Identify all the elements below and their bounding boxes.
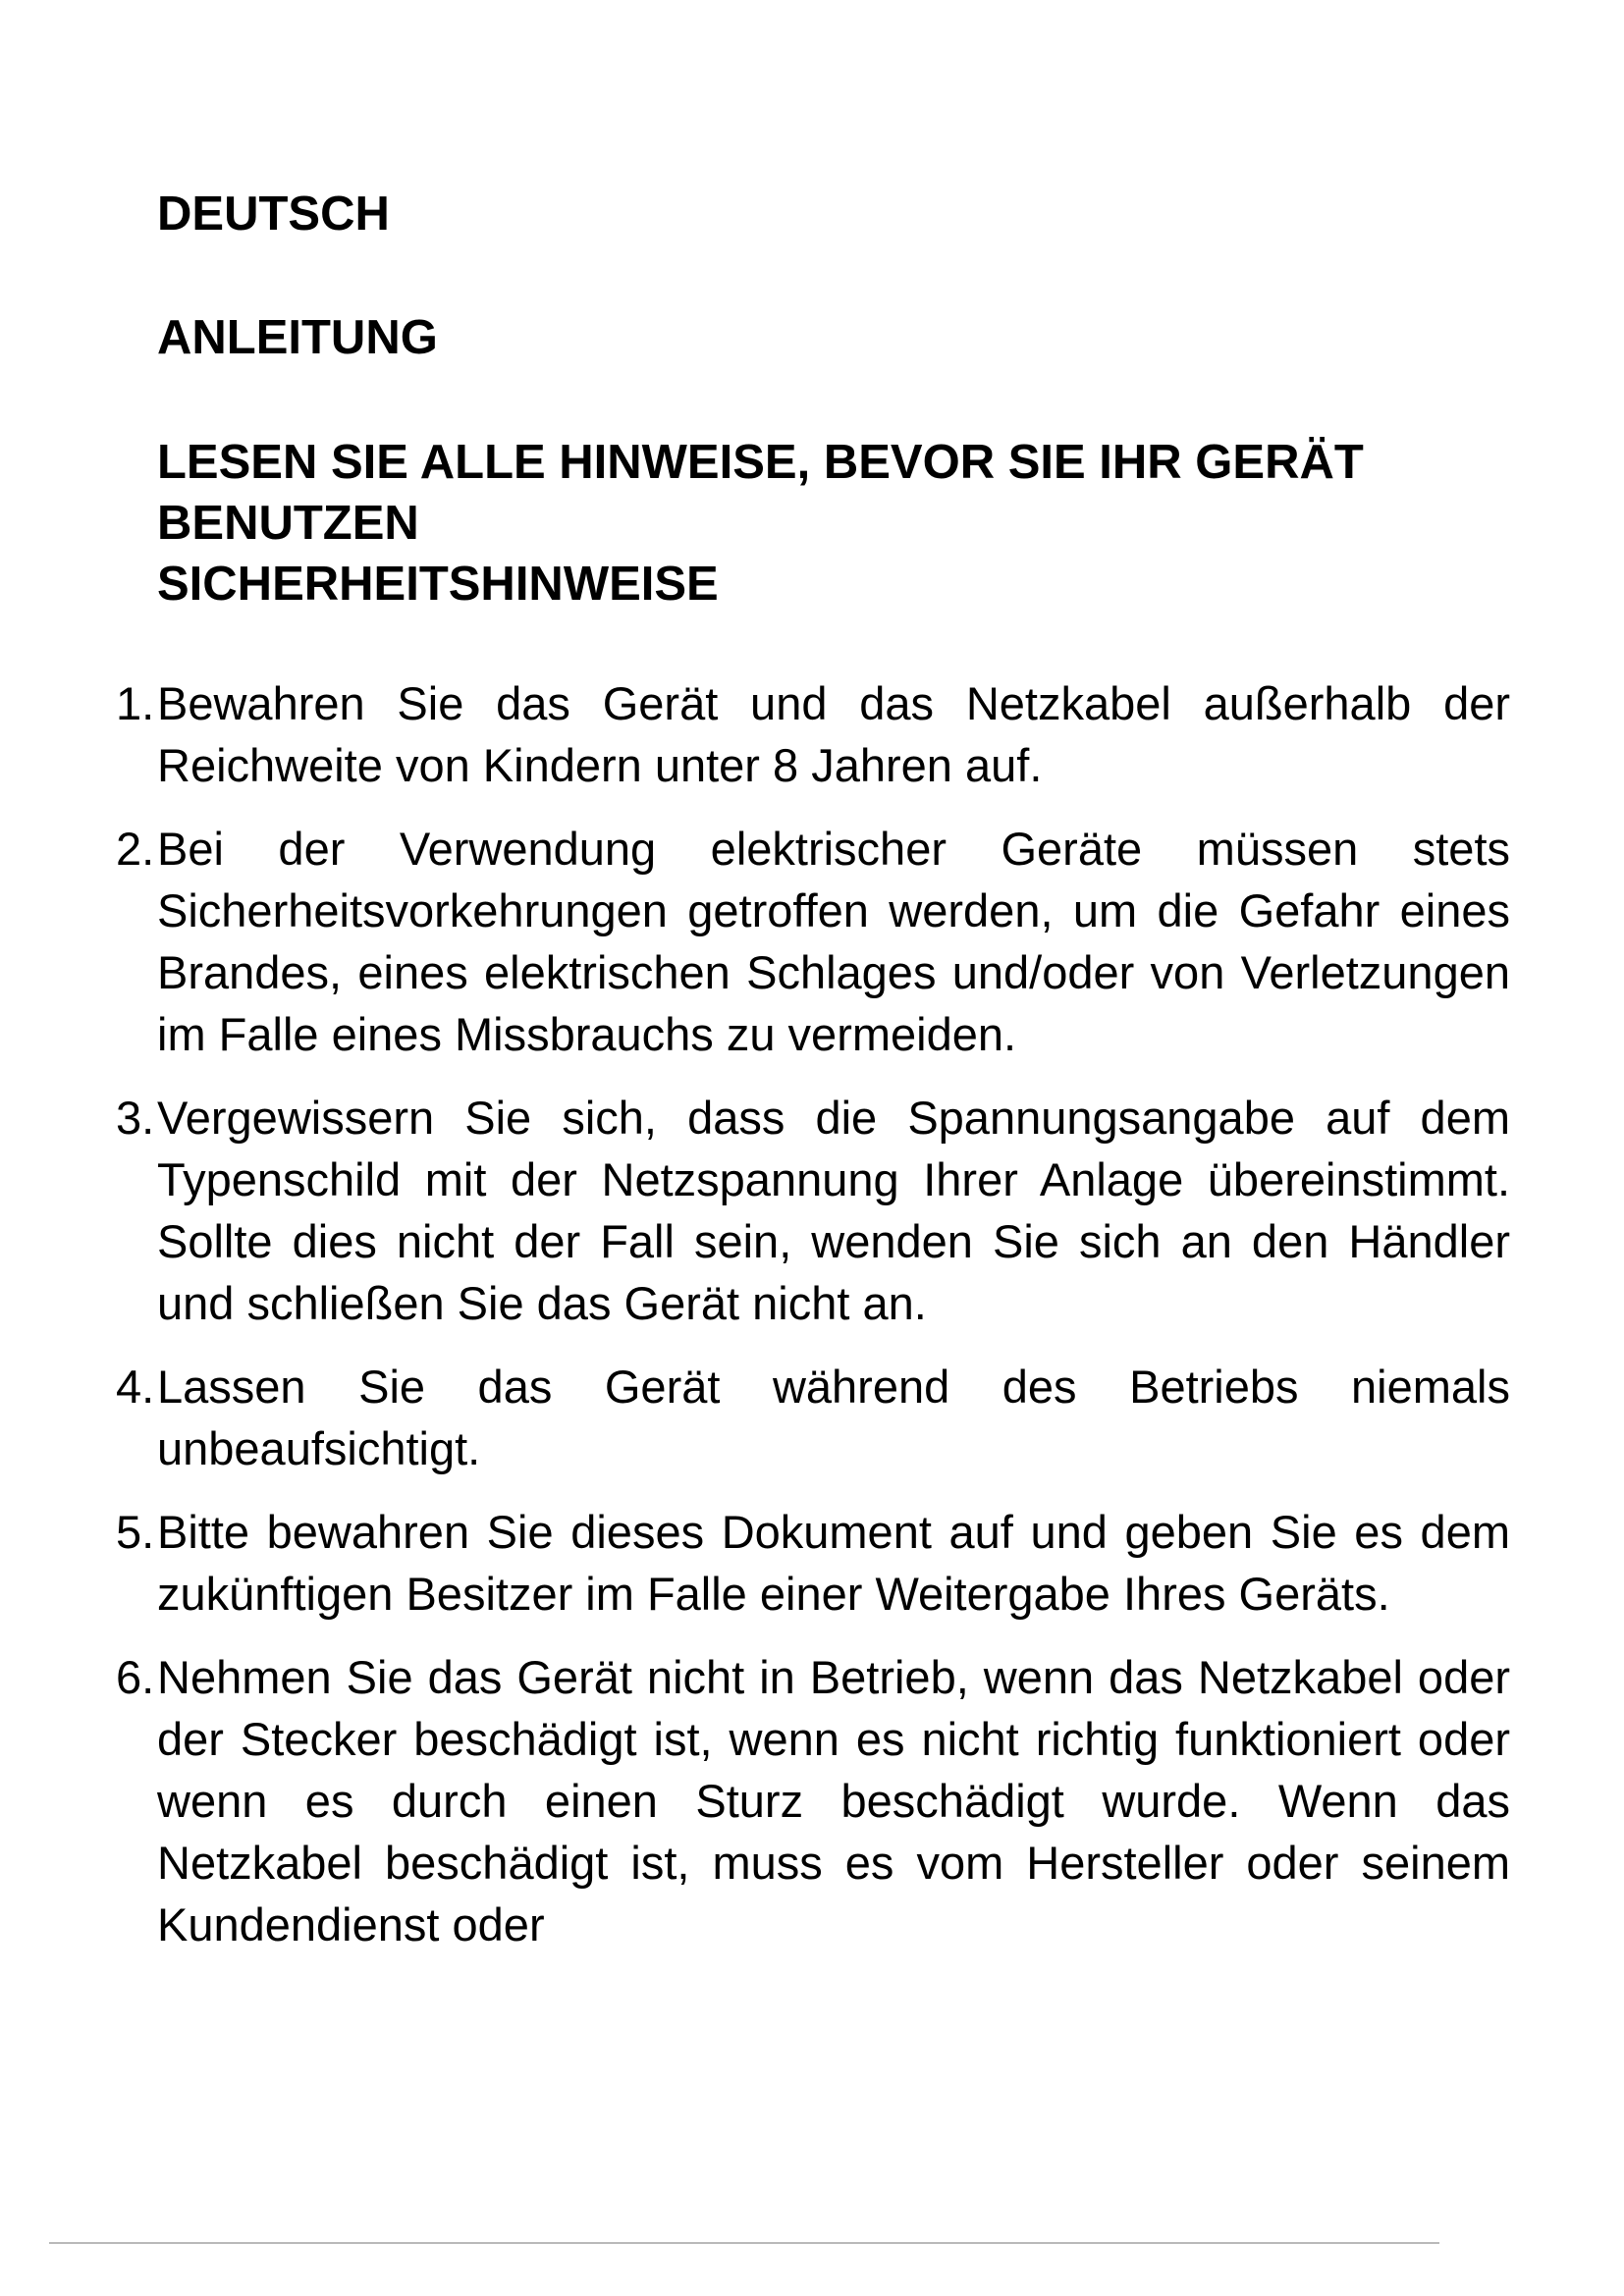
item-text: Nehmen Sie das Gerät nicht in Betrieb, wenn das Netzkabel oder der Stecker beschädigt ist, wenn es nicht richtig funktioniert oder wenn es durch einen Sturz beschädigt wurde. Wenn das Netzkabel beschädigt ist, muss es vom Hersteller oder seinem Kundendienst oder	[157, 1651, 1510, 1950]
item-number: 4.	[116, 1361, 155, 1413]
footer-divider	[49, 2242, 1439, 2244]
item-number: 6.	[116, 1651, 155, 1703]
list-item	[116, 672, 1510, 796]
safety-heading: SICHERHEITSHINWEISE	[157, 558, 719, 611]
notice-heading	[157, 432, 1532, 614]
safety-list	[116, 672, 1510, 1977]
item-text: Bitte bewahren Sie dieses Dokument auf und geben Sie es dem zukünftigen Besitzer im Falle einer Weitergabe Ihres Geräts.	[157, 1506, 1510, 1620]
item-text: Bewahren Sie das Gerät und das Netzkabel außerhalb der Reichweite von Kindern unter 8 Jahren auf.	[157, 677, 1510, 791]
list-item	[116, 1087, 1510, 1334]
notice-line-2: BENUTZEN	[157, 497, 419, 550]
list-item	[116, 1646, 1510, 1955]
item-text: Bei der Verwendung elektrischer Geräte müssen stets Sicherheitsvorkehrungen getroffen werden, um die Gefahr eines Brandes, eines elektrischen Schlages und/oder von Verletzungen im Falle eines Missbrauchs zu vermeiden.	[157, 823, 1510, 1060]
item-number: 1.	[116, 677, 155, 729]
list-item	[116, 1501, 1510, 1625]
item-number: 5.	[116, 1506, 155, 1558]
list-item	[116, 818, 1510, 1065]
item-number: 2.	[116, 823, 155, 875]
notice-line-1: LESEN SIE ALLE HINWEISE, BEVOR SIE IHR GERÄT	[157, 436, 1364, 489]
language-heading: DEUTSCH	[157, 187, 390, 240]
item-text: Lassen Sie das Gerät während des Betriebs niemals unbeaufsichtigt.	[157, 1361, 1510, 1474]
title-heading: ANLEITUNG	[157, 311, 438, 364]
item-text: Vergewissern Sie sich, dass die Spannungsangabe auf dem Typenschild mit der Netzspannung Ihrer Anlage übereinstimmt. Sollte dies nicht der Fall sein, wenden Sie sich an den Händler und schließen Sie das Gerät nicht an.	[157, 1092, 1510, 1329]
item-number: 3.	[116, 1092, 155, 1144]
list-item	[116, 1356, 1510, 1479]
